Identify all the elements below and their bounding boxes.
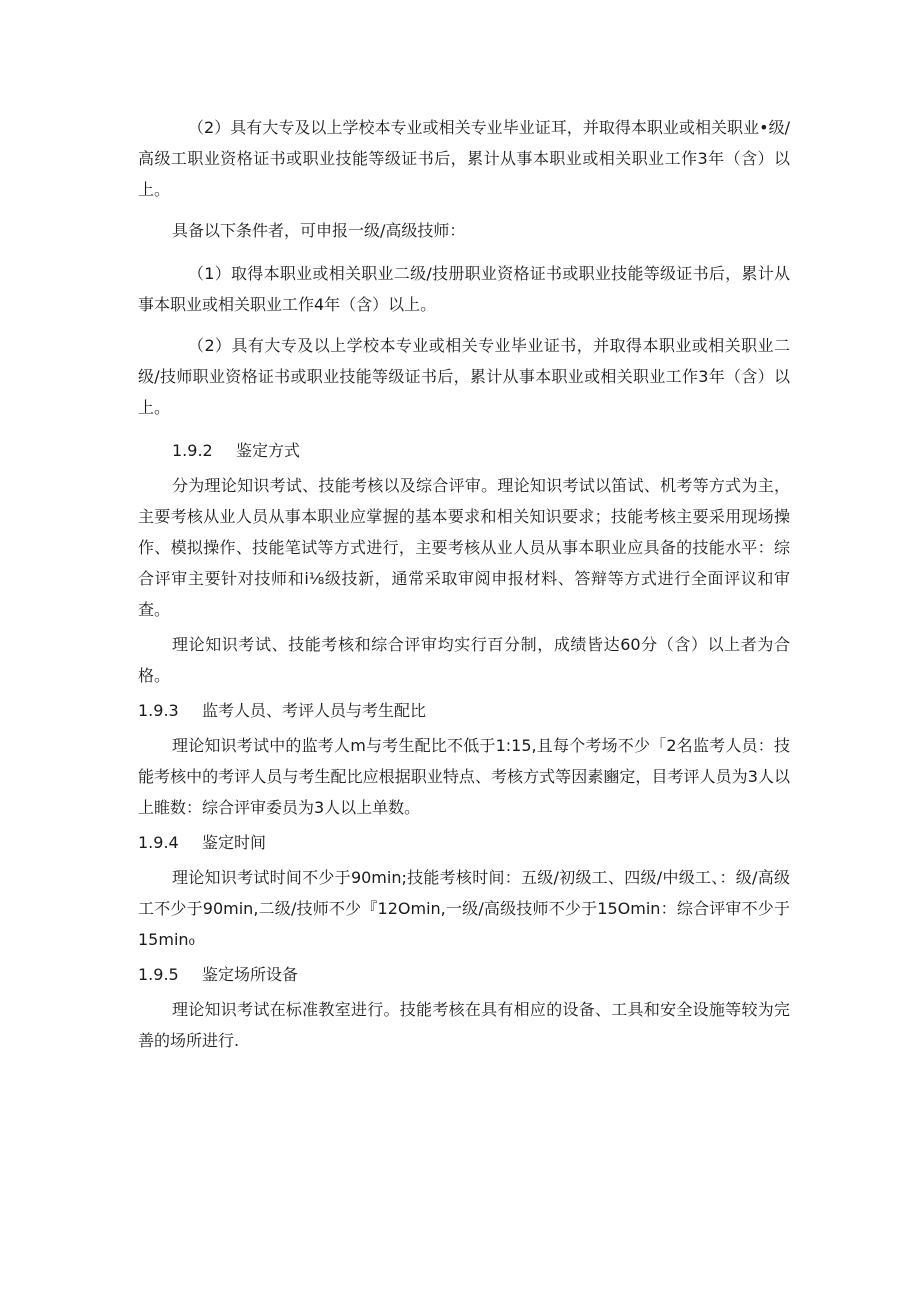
section-title: 鉴定方式: [236, 441, 301, 460]
paragraph-examiner-ratio: 理论知识考试中的监考人m与考生配比不低于1:15,且每个考场不少「2名监考人员：技能考核中的考评人员与考生配比应根据职业特点、考核方式等因素豳定，目考评人员为3人以上睢数：综合评审委员为3人以上单数。: [138, 736, 790, 817]
paragraph-assessment-method: 分为理论知识考试、技能考核以及综合评审。理论知识考试以笛试、机考等方式为主，主要考核从业人员从事本职业应掌握的基本要求和相关知识要求；技能考核主要采用现场操作、模拟操作、技能笔试等方式进行，主要考核从业人员从事本职业应具备的技能水平：综合评审主要针对技师和i⅛级技新，通常采取审阅申报材料、答辩等方式进行全面评议和审查。: [138, 476, 790, 619]
document-body: [138, 112, 790, 1056]
paragraph-assessment-time: 理论知识考试时间不少于90min;技能考核时间：五级/初级工、四级/中级工、：级/高级工不少于90min,二级/技师不少『12Omin,一级/高级技师不少于15Omin：综合评审不少于15min₀: [138, 868, 790, 949]
paragraph-venue-equipment: 理论知识考试在标准教室进行。技能考核在具有相应的设备、工具和安全设施等较为完善的场所进行.: [138, 1000, 790, 1050]
section-title: 鉴定时间: [202, 833, 267, 852]
section-number: 1.9.5: [138, 965, 179, 984]
section-heading-1-9-4: [138, 827, 790, 858]
section-heading-1-9-2: [138, 435, 790, 466]
section-number: 1.9.4: [138, 833, 179, 852]
paragraph-scoring: 理论知识考试、技能考核和综合评审均实行百分制，成绩皆达60分（含）以上者为合格。: [138, 635, 790, 685]
section-title: 监考人员、考评人员与考生配比: [202, 701, 427, 720]
paragraph-senior-technician-intro: 具备以下条件者，可申报一级/高级技师：: [172, 221, 466, 240]
paragraph-condition-2-senior-worker: （2）具有大专及以上学校本专业或相关专业毕业证耳，并取得本职业或相关职业•级/高级工职业资格证书或职业技能等级证书后，累计从事本职业或相关职业工作3年（含）以上。: [138, 118, 790, 199]
section-title: 鉴定场所设备: [202, 965, 299, 984]
paragraph-condition-2-senior-technician: （2）具有大专及以上学校本专业或相关专业毕业证书，并取得本职业或相关职业二级/技师职业资格证书或职业技能等级证书后，累计从事本职业或相关职业工作3年（含）以上。: [138, 336, 790, 417]
paragraph-condition-1-senior-technician: （1）取得本职业或相关职业二级/技册职业资格证书或职业技能等级证书后，累计从事本职业或相关职业工作4年（含）以上。: [138, 264, 790, 314]
section-heading-1-9-5: [138, 959, 790, 990]
section-number: 1.9.3: [138, 701, 179, 720]
section-heading-1-9-3: [138, 695, 790, 726]
section-number: 1.9.2: [172, 441, 213, 460]
